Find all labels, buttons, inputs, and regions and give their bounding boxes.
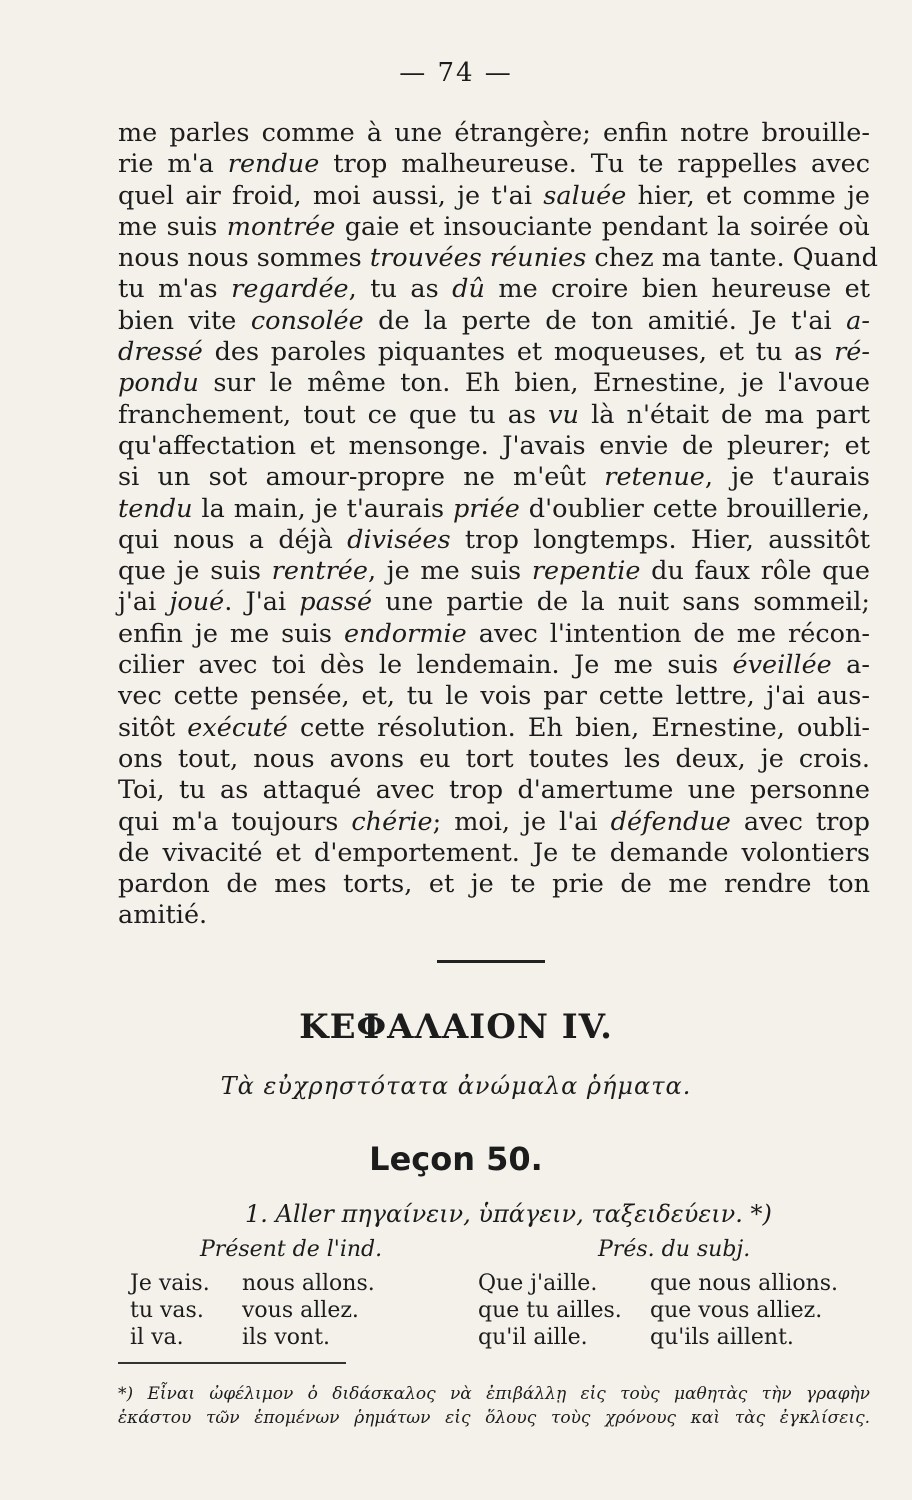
italic-word: retenue [604,462,705,493]
italic-word: chérie [351,806,433,837]
italic-word: regardée [231,274,349,305]
italic-word: saluée [543,180,627,211]
footnote-line: ἑκάστου τῶν ἑπομένων ῥημάτων εἰς ὅλους τοὺς χρόνους καὶ τὰς ἐγκλίσεις. [118,1408,870,1428]
text-line: j'ai joué. J'ai passé une partie de la nuit sans sommeil; [118,587,870,618]
text-line: de vivacité et d'emportement. Je te demande volontiers [118,837,870,868]
conjugation-form: que tu ailles. [478,1298,622,1323]
chapter-subtitle: Τὰ εὐχρηστότατα ἀνώμαλα ῥήματα. [220,1072,692,1100]
text-line: si un sot amour-propre ne m'eût retenue, je t'aurais [118,462,870,493]
italic-word: endormie [343,618,467,649]
text-line: vec cette pensée, et, tu le vois par cette lettre, j'ai aus- [118,681,870,712]
conjugation-form: que nous allions. [650,1271,839,1296]
text-line: nous nous sommes trouvées réunies chez ma tante. Quand [118,243,878,274]
conjugation-form: vous allez. [242,1298,359,1323]
text-line: Toi, tu as attaqué avec trop d'amertume une personne [118,775,870,806]
italic-word: défendue [610,806,731,837]
italic-word: rendue [227,149,320,180]
conjugation-form: que vous alliez. [650,1298,823,1323]
italic-word: pondu [118,368,199,399]
italic-word: montrée [226,211,336,242]
text-line: quel air froid, moi aussi, je t'ai saluée hier, et comme je [118,180,870,211]
text-line: qu'affectation et mensonge. J'avais envie de pleurer; et [118,430,870,461]
footnote-divider [118,1362,346,1364]
italic-word: priée [453,493,520,524]
text-line: cilier avec toi dès le lendemain. Je me suis éveillée a- [118,650,870,681]
conjugation-form: Je vais. [130,1271,210,1296]
conjugation-form: ils vont. [242,1325,331,1350]
present-indicative-singular [130,1270,210,1351]
conjugation-form: il va. [130,1325,184,1350]
conjugation-form: qu'ils aillent. [650,1325,794,1350]
lesson-title: Leçon 50. [369,1140,543,1178]
present-indicative-plural [242,1270,375,1351]
text-line: enfin je me suis endormie avec l'intention de me récon- [118,618,871,649]
italic-word: exécuté [187,712,288,743]
italic-word: éveillée [732,650,832,681]
footnote-line: *) Εἶναι ὠφέλιμον ὁ διδάσκαλος νὰ ἐπιβάλλῃ εἰς τοὺς μαθητὰς τὴν γραφὴν [118,1384,870,1404]
present-subjunctive-label: Prés. du subj. [598,1237,751,1262]
present-subjunctive-singular [478,1270,622,1351]
italic-word: vu [548,399,579,430]
present-subjunctive-plural [650,1270,838,1351]
text-line: tendu la main, je t'aurais priée d'oublier cette brouillerie, [118,493,870,524]
italic-word: consolée [250,305,364,336]
text-line: qui m'a toujours chérie; moi, je l'ai défendue avec trop [118,806,870,837]
conjugation-form: Que j'aille. [478,1271,598,1296]
text-line: franchement, tout ce que tu as vu là n'était de ma part [118,399,871,430]
text-line: amitié. [118,900,208,931]
italic-word: ré- [834,337,870,368]
conjugation-form: qu'il aille. [478,1325,588,1350]
text-line: que je suis rentrée, je me suis repentie du faux rôle que [118,556,870,587]
text-line: pardon de mes torts, et je te prie de me rendre ton [118,869,870,900]
text-line: rie m'a rendue trop malheureuse. Tu te rappelles avec [118,149,870,180]
italic-word: dressé [118,337,203,368]
text-line: tu m'as regardée, tu as dû me croire bien heureuse et [118,274,870,305]
text-line: dressé des paroles piquantes et moqueuses, et tu as ré- [118,337,870,368]
italic-word: repentie [531,556,641,587]
chapter-title: ΚΕΦΑΛΑΙΟΝ IV. [299,1007,613,1047]
text-line: pondu sur le même ton. Eh bien, Ernestine, je l'avoue [118,368,870,399]
italic-word: dû [452,274,485,305]
text-line: me suis montrée gaie et insouciante pendant la soirée où [118,211,871,242]
italic-word: rentrée [271,556,368,587]
section-divider [437,960,545,963]
verb-heading: 1. Aller πηγαίνειν, ὑπάγειν, ταξειδεύειν. *) [245,1200,772,1228]
footnote [118,1382,870,1430]
text-line: me parles comme à une étrangère; enfin notre brouille- [118,118,870,148]
present-indicative-label: Présent de l'ind. [200,1237,383,1262]
text-line: bien vite consolée de la perte de ton amitié. Je t'ai a- [118,305,870,336]
page-number: — 74 — [399,58,513,88]
italic-word: trouvées réunies [369,243,587,274]
italic-word: joué [169,587,225,618]
conjugation-form: nous allons. [242,1271,375,1296]
italic-word: tendu [118,493,193,524]
italic-word: divisées [347,524,451,555]
conjugation-form: tu vas. [130,1298,204,1323]
text-line: sitôt exécuté cette résolution. Eh bien, Ernestine, oubli- [118,712,870,743]
italic-word: a- [846,305,870,336]
text-line: qui nous a déjà divisées trop longtemps. Hier, aussitôt [118,524,871,555]
italic-word: passé [299,587,373,618]
text-line: ons tout, nous avons eu tort toutes les deux, je crois. [118,743,870,774]
letter-text [118,118,878,932]
